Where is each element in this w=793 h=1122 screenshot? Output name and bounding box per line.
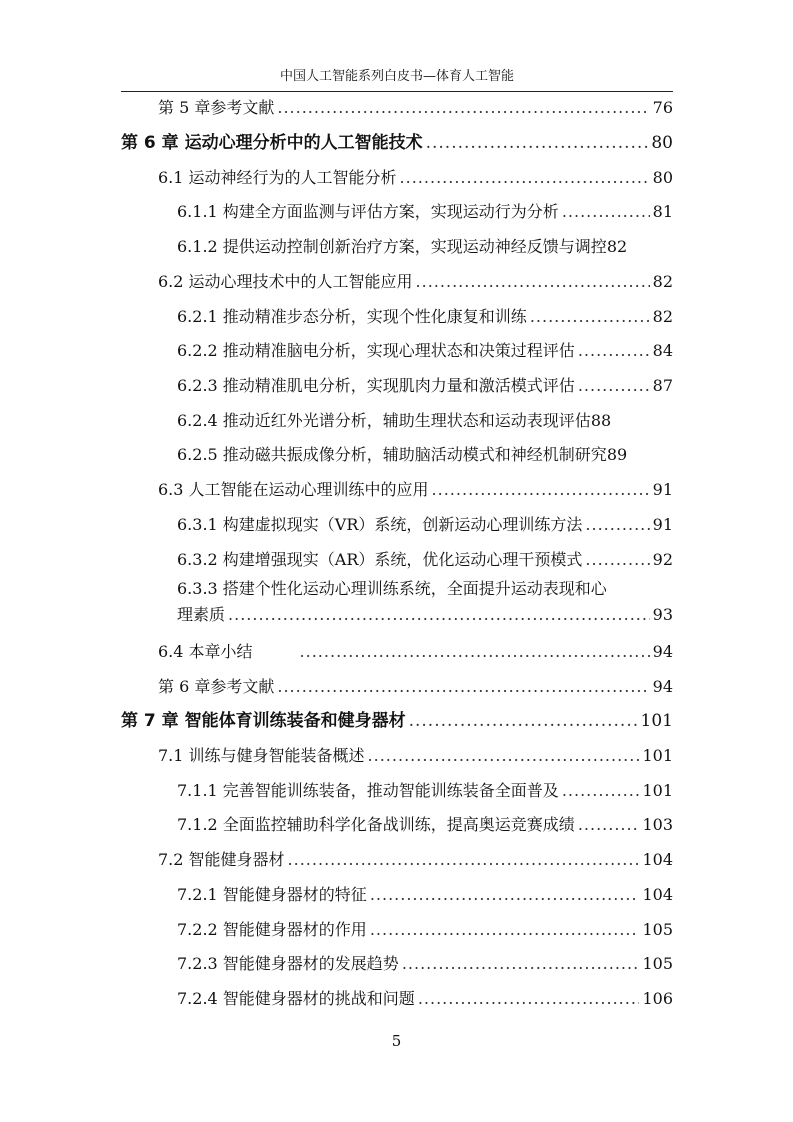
dot-leader: [416, 265, 650, 299]
toc-entry-page: 82: [606, 237, 628, 256]
toc-entry-title: 6.2.5 推动磁共振成像分析，辅助脑活动模式和神经机制研究: [177, 445, 607, 464]
dot-leader: [578, 334, 650, 368]
toc-entry-title: 6.3.1 构建虚拟现实（VR）系统，创新运动心理训练方法: [177, 515, 583, 534]
toc-entry-title: 6.1.2 提供运动控制创新治疗方案，实现运动神经反馈与调控: [177, 237, 607, 256]
toc-entry[interactable]: [158, 635, 673, 669]
toc-entry[interactable]: [158, 739, 673, 773]
dot-leader: [578, 369, 650, 403]
toc-entry-page: 80: [651, 133, 673, 153]
toc-entry-title: 7.2.2 智能健身器材的作用: [177, 920, 367, 939]
toc-entry-title: 6.1.1 构建全方面监测与评估方案，实现运动行为分析: [177, 202, 559, 221]
toc-entry[interactable]: [177, 195, 673, 229]
toc-entry[interactable]: [158, 265, 673, 299]
dot-leader: [277, 670, 649, 704]
dot-leader: [585, 508, 649, 542]
toc-entry[interactable]: [177, 913, 673, 947]
dot-leader: [228, 602, 650, 628]
toc-entry[interactable]: [177, 774, 673, 808]
toc-entry-page: 94: [652, 642, 673, 661]
toc-entry-page: 105: [642, 920, 673, 939]
toc-entry[interactable]: [177, 808, 673, 842]
toc-entry-page: 84: [652, 341, 673, 360]
toc-entry-page: 105: [642, 954, 673, 973]
toc-entry[interactable]: [177, 300, 673, 334]
toc-entry[interactable]: [177, 438, 673, 472]
toc-entry-title: 第 5 章参考文献: [158, 98, 275, 117]
dot-leader: [418, 982, 640, 1016]
toc-entry-page: 82: [652, 307, 673, 326]
toc-entry-page: 101: [642, 746, 673, 765]
toc-entry-title: 6.2 运动心理技术中的人工智能应用: [158, 272, 413, 291]
toc-entry-6-3-3[interactable]: [177, 576, 673, 628]
toc-entry-page: 94: [652, 677, 673, 696]
toc-entry-page: 101: [642, 781, 673, 800]
toc-entry-title: 6.2.2 推动精准脑电分析，实现心理状态和决策过程评估: [177, 341, 575, 360]
toc-entry-title: 第 6 章参考文献: [158, 677, 275, 696]
toc-entry-page: 89: [606, 445, 628, 464]
toc-entry[interactable]: [158, 843, 673, 877]
toc-entry[interactable]: [177, 508, 673, 542]
toc-entry-page: 87: [652, 376, 673, 395]
toc-entry[interactable]: [177, 982, 673, 1016]
toc-entry-title-line2: 理素质: [177, 605, 226, 624]
toc-entry-page: 80: [652, 168, 673, 187]
toc-entry[interactable]: [177, 230, 673, 264]
toc-entry-page: 82: [652, 272, 673, 291]
toc-entry-page: 91: [652, 480, 673, 499]
toc-entry[interactable]: [158, 670, 673, 704]
toc-entry-page: 76: [652, 98, 673, 117]
dot-leader: [370, 878, 640, 912]
toc-entry-title: 7.2.3 智能健身器材的发展趋势: [177, 954, 399, 973]
toc-entry-title: 6.2.4 推动近红外光谱分析，辅助生理状态和运动表现评估: [177, 411, 591, 430]
toc-entry-title: 6.2.3 推动精准肌电分析，实现肌肉力量和激活模式评估: [177, 376, 575, 395]
dot-leader: [368, 739, 640, 773]
toc-entry[interactable]: [121, 704, 673, 738]
dot-leader: [432, 473, 650, 507]
toc-entry-title: 第 6 章 运动心理分析中的人工智能技术: [121, 133, 423, 153]
toc-entry[interactable]: [177, 334, 673, 368]
running-header: 中国人工智能系列白皮书—体育人工智能: [121, 62, 673, 92]
dot-leader: [400, 161, 650, 195]
toc-entry-title: 7.2.4 智能健身器材的挑战和问题: [177, 989, 415, 1008]
toc-entry-title: 6.2.1 推动精准步态分析，实现个性化康复和训练: [177, 307, 527, 326]
toc-entry-title: 6.3.2 构建增强现实（AR）系统，优化运动心理干预模式: [177, 550, 583, 569]
toc-entry[interactable]: [177, 543, 673, 577]
page-number: 5: [391, 1032, 402, 1050]
toc-entry-title: 6.4 本章小结: [158, 642, 253, 661]
toc-entry-page: 91: [652, 515, 673, 534]
toc-entry[interactable]: [177, 369, 673, 403]
dot-leader: [562, 774, 640, 808]
toc-entry-title: 6.3 人工智能在运动心理训练中的应用: [158, 480, 429, 499]
dot-leader: [562, 195, 650, 229]
toc-entry[interactable]: [158, 161, 673, 195]
toc-entry-page: 103: [642, 815, 673, 834]
dot-leader: [530, 300, 650, 334]
toc-entry-title: 7.1.1 完善智能训练装备，推动智能训练装备全面普及: [177, 781, 559, 800]
dot-leader: [409, 704, 638, 738]
toc-entry-title-line1: 6.3.3 搭建个性化运动心理训练系统，全面提升运动表现和心: [177, 579, 607, 598]
toc-entry-title: 7.2.1 智能健身器材的特征: [177, 885, 367, 904]
toc-entry-page: 93: [652, 605, 673, 624]
toc-entry[interactable]: [121, 126, 673, 160]
toc-entry-title: 6.1 运动神经行为的人工智能分析: [158, 168, 397, 187]
dot-leader: [288, 843, 640, 877]
dot-leader: [426, 126, 649, 160]
toc-entry-title: 7.2 智能健身器材: [158, 850, 285, 869]
dot-leader: [370, 913, 640, 947]
toc-entry[interactable]: [158, 91, 673, 125]
toc-entry-page: 104: [642, 885, 673, 904]
toc-entry-title: 第 7 章 智能体育训练装备和健身器材: [121, 711, 406, 731]
toc-entry[interactable]: [158, 473, 673, 507]
toc-entry[interactable]: [177, 878, 673, 912]
dot-leader: [300, 635, 650, 669]
toc-entry-title: 7.1 训练与健身智能装备概述: [158, 746, 365, 765]
toc-entry[interactable]: [177, 947, 673, 981]
toc-entry-title: 7.1.2 全面监控辅助科学化备战训练，提高奥运竞赛成绩: [177, 815, 575, 834]
toc-entry[interactable]: [177, 404, 673, 438]
dot-leader: [585, 543, 649, 577]
dot-leader: [277, 91, 649, 125]
toc-entry-page: 101: [640, 711, 673, 731]
dot-leader: [402, 947, 640, 981]
toc-entry-page: 92: [652, 550, 673, 569]
toc-entry-page: 106: [642, 989, 673, 1008]
toc-entry-page: 88: [590, 411, 612, 430]
toc-entry-page: 104: [642, 850, 673, 869]
dot-leader: [578, 808, 640, 842]
toc-entry-page: 81: [652, 202, 673, 221]
